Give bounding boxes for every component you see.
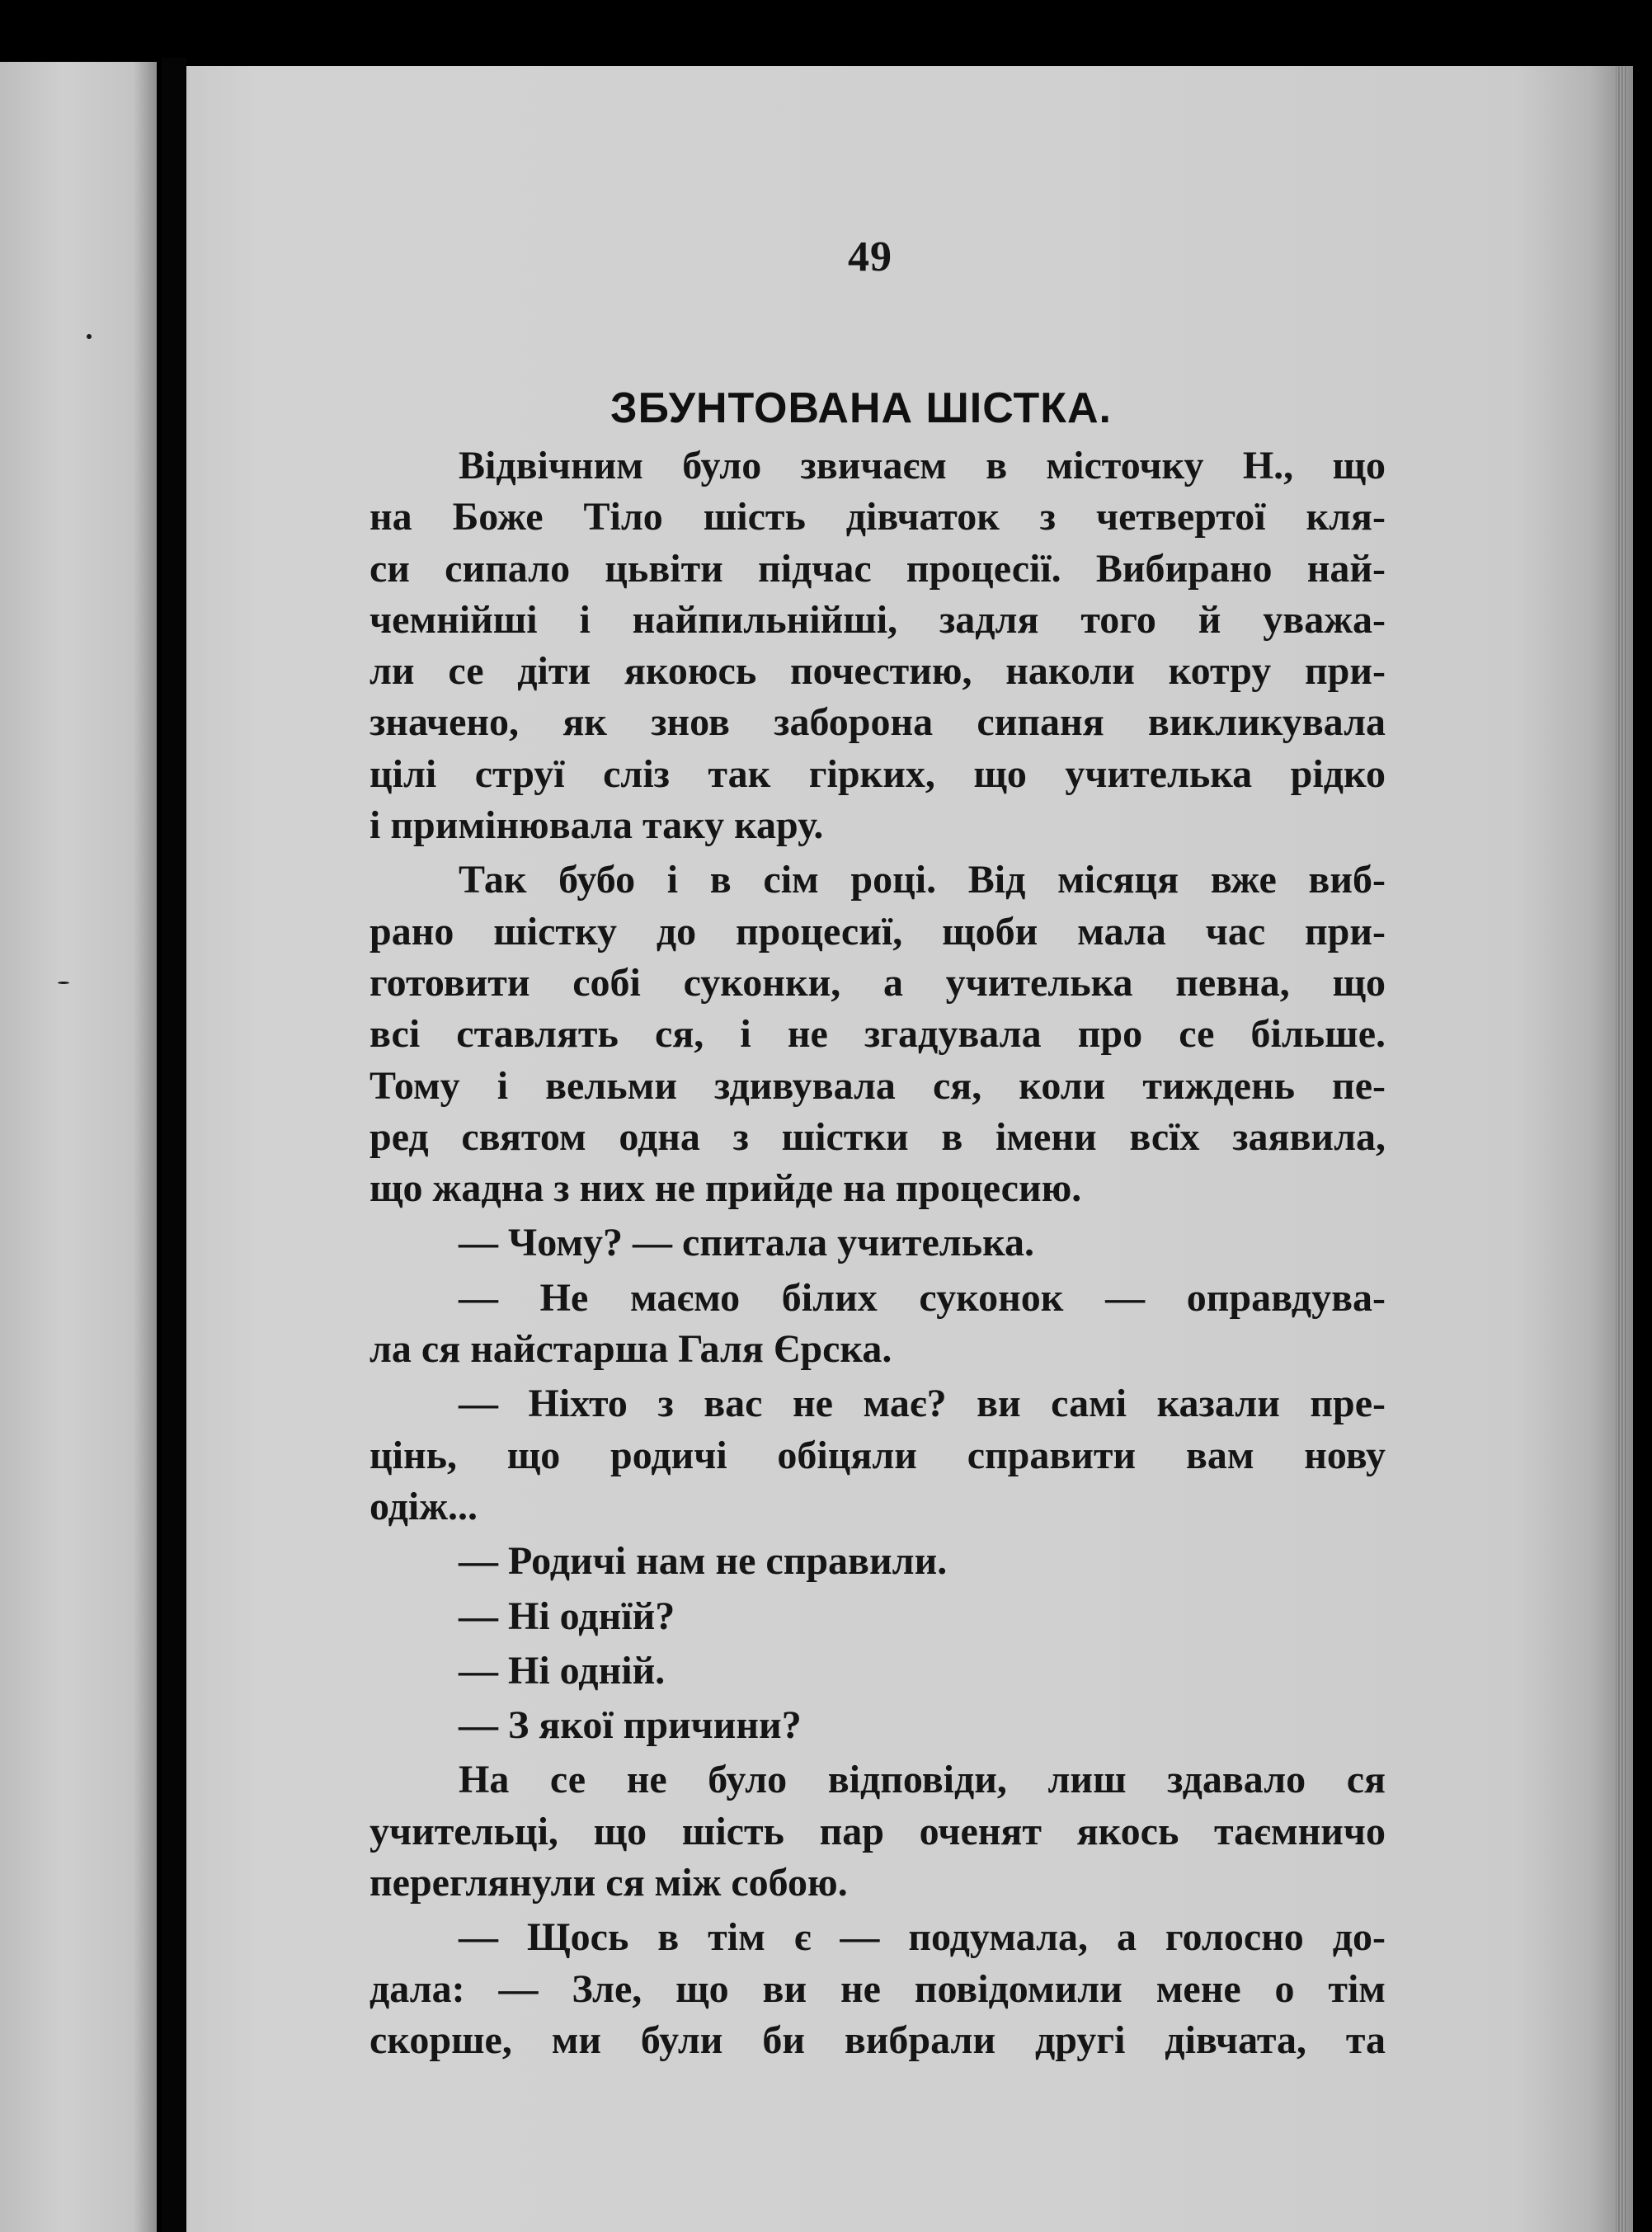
text-line: дала: — Зле, що ви не повідомили мене о тім: [369, 1966, 1386, 2011]
text-line: — Родичі нам не справили.: [459, 1539, 948, 1584]
text-line: Відвічним було звичаєм в місточку Н., що: [459, 444, 1386, 487]
speck: [58, 982, 69, 984]
text-line: Так бубо і в сім році. Від місяця вже виб-: [459, 858, 1386, 902]
text-line: — Ні однїй?: [459, 1594, 675, 1638]
text-line: одіж...: [369, 1484, 478, 1528]
page-edge: [1616, 66, 1627, 2232]
text-line: цілі струї сліз так гірких, що учителька рідко: [369, 751, 1386, 796]
page-number: 49: [848, 233, 892, 280]
text-line: чемнійші і найпильнійші, задля того й уважа-: [369, 597, 1386, 642]
text-line: — Ніхто з вас не має? ви самі казали пре-: [459, 1382, 1386, 1426]
text-line: ла ся найстарша Галя Єрска.: [369, 1327, 892, 1372]
text-line: переглянули ся між собою.: [369, 1861, 848, 1905]
text-line: — Щось в тім є — подумала, а голосно до-: [459, 1915, 1386, 1960]
book-spine: [162, 58, 186, 2232]
speck: [87, 334, 92, 339]
text-line: цінь, що родичі обіцяли справити вам нову: [369, 1433, 1386, 1477]
text-line: — Ні одній.: [459, 1648, 666, 1693]
text-line: всі ставлять ся, і не згадувала про се більше.: [369, 1012, 1386, 1057]
text-line: си сипало цьвіти підчас процесії. Вибирано най-: [369, 546, 1386, 591]
text-line: ред святом одна з шістки в імени всїх заявила,: [369, 1114, 1386, 1159]
text-line: Тому і вельми здивувала ся, коли тиждень пе-: [369, 1063, 1386, 1108]
facing-page: [0, 62, 157, 2232]
text-line: — Не маємо білих суконок — оправдува-: [459, 1275, 1386, 1320]
text-line: скорше, ми були би вибрали другі дівчата, та: [369, 2018, 1386, 2062]
text-line: На се не було відповіди, лиш здавало ся: [459, 1758, 1386, 1802]
chapter-title: ЗБУНТОВАНА ШІСТКА.: [610, 384, 1113, 432]
text-line: і примінювала таку кару.: [369, 803, 824, 848]
text-line: рано шістку до процесиї, щоби мала час при-: [369, 909, 1386, 954]
text-line: що жадна з них не прийде на процесию.: [369, 1166, 1082, 1211]
body-text: [369, 440, 1386, 2066]
text-line: учительці, що шість пар оченят якось таємничо: [369, 1809, 1386, 1853]
text-line: ли се діти якоюсь почестию, наколи котру при-: [369, 649, 1386, 694]
text-line: — З якої причини?: [459, 1703, 802, 1748]
text-line: готовити собі суконки, а учителька певна, що: [369, 960, 1386, 1005]
text-line: значено, як знов заборона сипаня викликувала: [369, 700, 1386, 745]
text-line: на Боже Тіло шість дівчаток з четвертої кля-: [369, 495, 1386, 539]
text-line: — Чому? — спитала учителька.: [459, 1221, 1034, 1265]
